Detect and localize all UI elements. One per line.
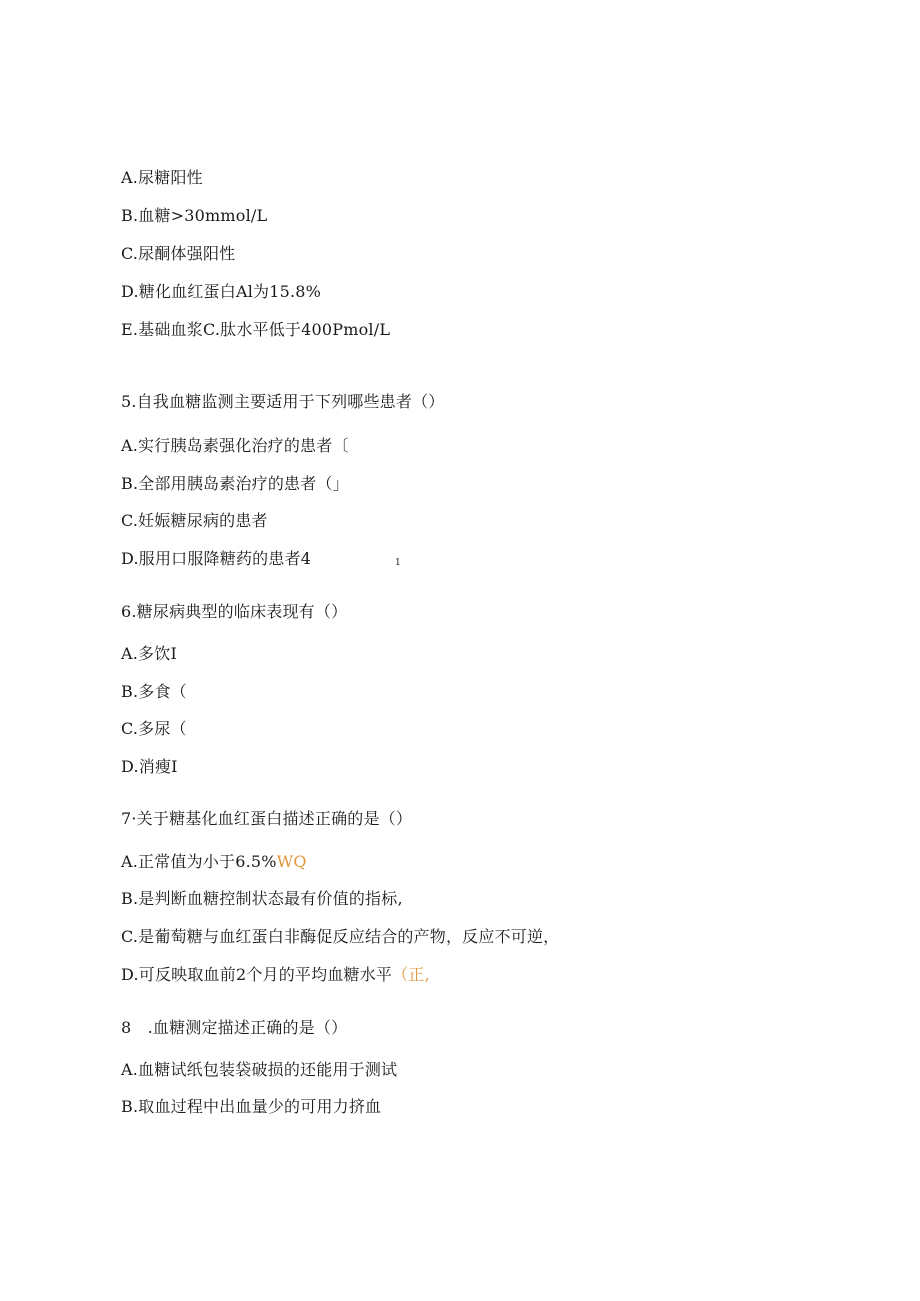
q6-option-c: C.多尿（ <box>121 719 187 738</box>
q7-option-b-text: B.是判断血糖控制状态最有价值的指标, <box>121 889 403 908</box>
q4-option-c: C.尿酮体强阳性 <box>121 244 236 263</box>
q7-option-b <box>121 889 403 909</box>
q7-option-d-text: D.可反映取血前2个月的平均血糖水平 <box>121 965 393 984</box>
q6-option-d: D.消瘦I <box>121 757 178 776</box>
q4-option-d: D.糖化血红蛋白Al为15.8% <box>121 282 322 301</box>
q5-option-d: D.服用口服降糖药的患者4 <box>121 549 312 568</box>
q7-option-d-annotation: （正, <box>392 965 430 984</box>
q7-option-a-annotation: WQ <box>276 852 307 871</box>
stray-mark: 1 <box>395 558 401 568</box>
q8-question: 8 .血糖测定描述正确的是（） <box>121 1018 348 1037</box>
q6-option-a: A.多饮I <box>121 644 177 663</box>
q8-option-a: A.血糖试纸包装袋破损的还能用于测试 <box>121 1060 398 1079</box>
q4-option-e: E.基础血浆C.肽水平低于400Pmol/L <box>121 320 391 339</box>
q8-option-b: B.取血过程中出血量少的可用力挤血 <box>121 1097 382 1116</box>
q5-option-a: A.实行胰岛素强化治疗的患者〔 <box>121 436 349 455</box>
q6-question: 6.糖尿病典型的临床表现有（） <box>121 602 348 621</box>
q7-option-d <box>121 965 430 985</box>
q4-option-b: B.血糖>30mmol/L <box>121 206 268 225</box>
q7-option-a <box>121 852 307 872</box>
q7-option-a-text: A.正常值为小于6.5% <box>121 852 277 871</box>
q4-option-a: A.尿糖阳性 <box>121 168 203 187</box>
q7-question: 7·关于糖基化血红蛋白描述正确的是（） <box>121 809 413 828</box>
q7-option-c <box>121 927 559 947</box>
q6-option-b: B.多食（ <box>121 682 187 701</box>
q7-option-c-text: C.是葡萄糖与血红蛋白非酶促反应结合的产物，反应不可逆， <box>121 927 560 946</box>
q5-question: 5.自我血糖监测主要适用于下列哪些患者（） <box>121 392 445 411</box>
q5-option-b: B.全部用胰岛素治疗的患者（」 <box>121 474 349 493</box>
q5-option-c: C.妊娠糖尿病的患者 <box>121 511 268 530</box>
